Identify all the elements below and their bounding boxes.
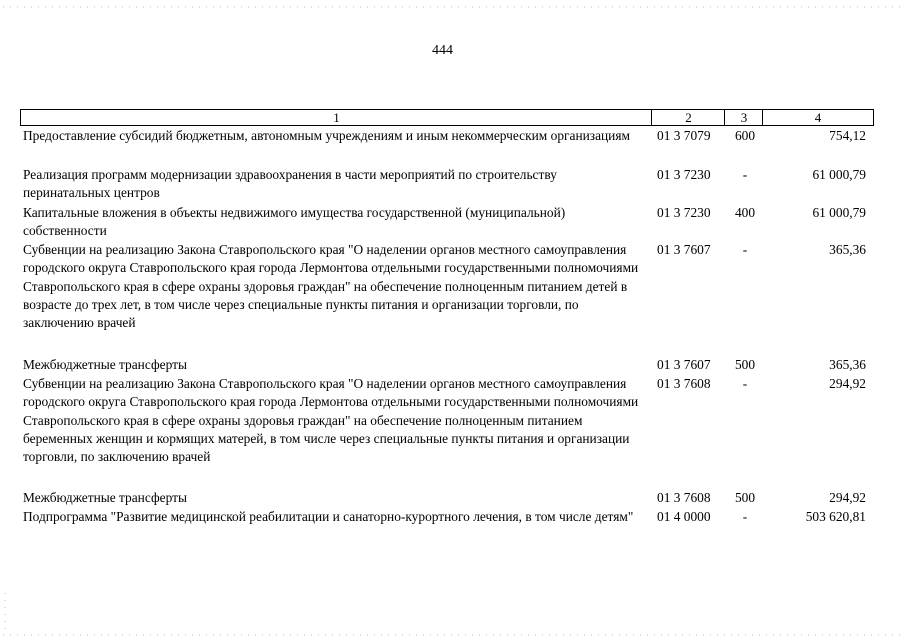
row-code: 01 3 7607	[657, 242, 711, 257]
scan-dots-top	[0, 6, 905, 8]
page-number: 444	[432, 43, 453, 58]
row-code: 01 3 7079	[657, 128, 711, 143]
row-code: 01 3 7230	[657, 205, 711, 220]
row-amount: 294,92	[829, 376, 866, 391]
row-amount: 294,92	[829, 490, 866, 505]
row-amount: 503 620,81	[805, 509, 866, 524]
row-name: Капитальные вложения в объекты недвижимого имущества государственной (муниципальной) собственности	[23, 205, 566, 239]
table-header-col-3: 3	[724, 109, 763, 126]
row-name: Субвенции на реализацию Закона Ставропольского края "О наделении органов местного самоуправления городского округа Ставропольского края города Лермонтова отдельными государственными полномочиями Ставропольского края в сфере охраны здоровья граждан" на обеспечение полноценным питанием беременных женщин и кормящих матерей, в том числе через специальные пункты питания и организации торговли, по заключению врачей	[23, 376, 639, 465]
row-code: 01 3 7608	[657, 490, 711, 505]
row-amount: 61 000,79	[812, 167, 866, 182]
row-code: 01 3 7608	[657, 376, 711, 391]
row-name: Межбюджетные трансферты	[23, 490, 187, 505]
row-name: Субвенции на реализацию Закона Ставропольского края "О наделении органов местного самоуправления городского округа Ставропольского края города Лермонтова отдельными государственными полномочиями Ставропольского края в сфере охраны здоровья граждан" на обеспечение полноценным питанием детей в возрасте до трех лет, в том числе через специальные пункты питания и организации торговли, по заключению врачей	[23, 242, 639, 331]
row-name: Реализация программ модернизации здравоохранения в части мероприятий по строительству перинатальных центров	[23, 167, 557, 201]
row-code: 01 3 7230	[657, 167, 711, 182]
scan-dots-bottom	[0, 634, 905, 636]
row-amount: 61 000,79	[812, 205, 866, 220]
row-expense-type: -	[742, 509, 748, 524]
scan-dots-left	[4, 590, 6, 630]
table-header-col-1: 1	[20, 109, 652, 126]
row-expense-type: 500	[734, 490, 756, 505]
row-name: Межбюджетные трансферты	[23, 357, 187, 372]
table-header-col-4: 4	[762, 109, 874, 126]
row-amount: 365,36	[829, 357, 866, 372]
row-expense-type: 500	[734, 357, 756, 372]
row-expense-type: -	[742, 167, 748, 182]
row-code: 01 3 7607	[657, 357, 711, 372]
row-expense-type: -	[742, 376, 748, 391]
row-expense-type: -	[742, 242, 748, 257]
table-header-col-2: 2	[651, 109, 725, 126]
row-expense-type: 600	[734, 128, 756, 143]
row-name: Подпрограмма "Развитие медицинской реабилитации и санаторно-курортного лечения, в том числе детям"	[23, 509, 634, 524]
row-code: 01 4 0000	[657, 509, 711, 524]
row-amount: 754,12	[829, 128, 866, 143]
row-name: Предоставление субсидий бюджетным, автономным учреждениям и иным некоммерческим организациям	[23, 128, 630, 143]
row-amount: 365,36	[829, 242, 866, 257]
row-expense-type: 400	[734, 205, 756, 220]
